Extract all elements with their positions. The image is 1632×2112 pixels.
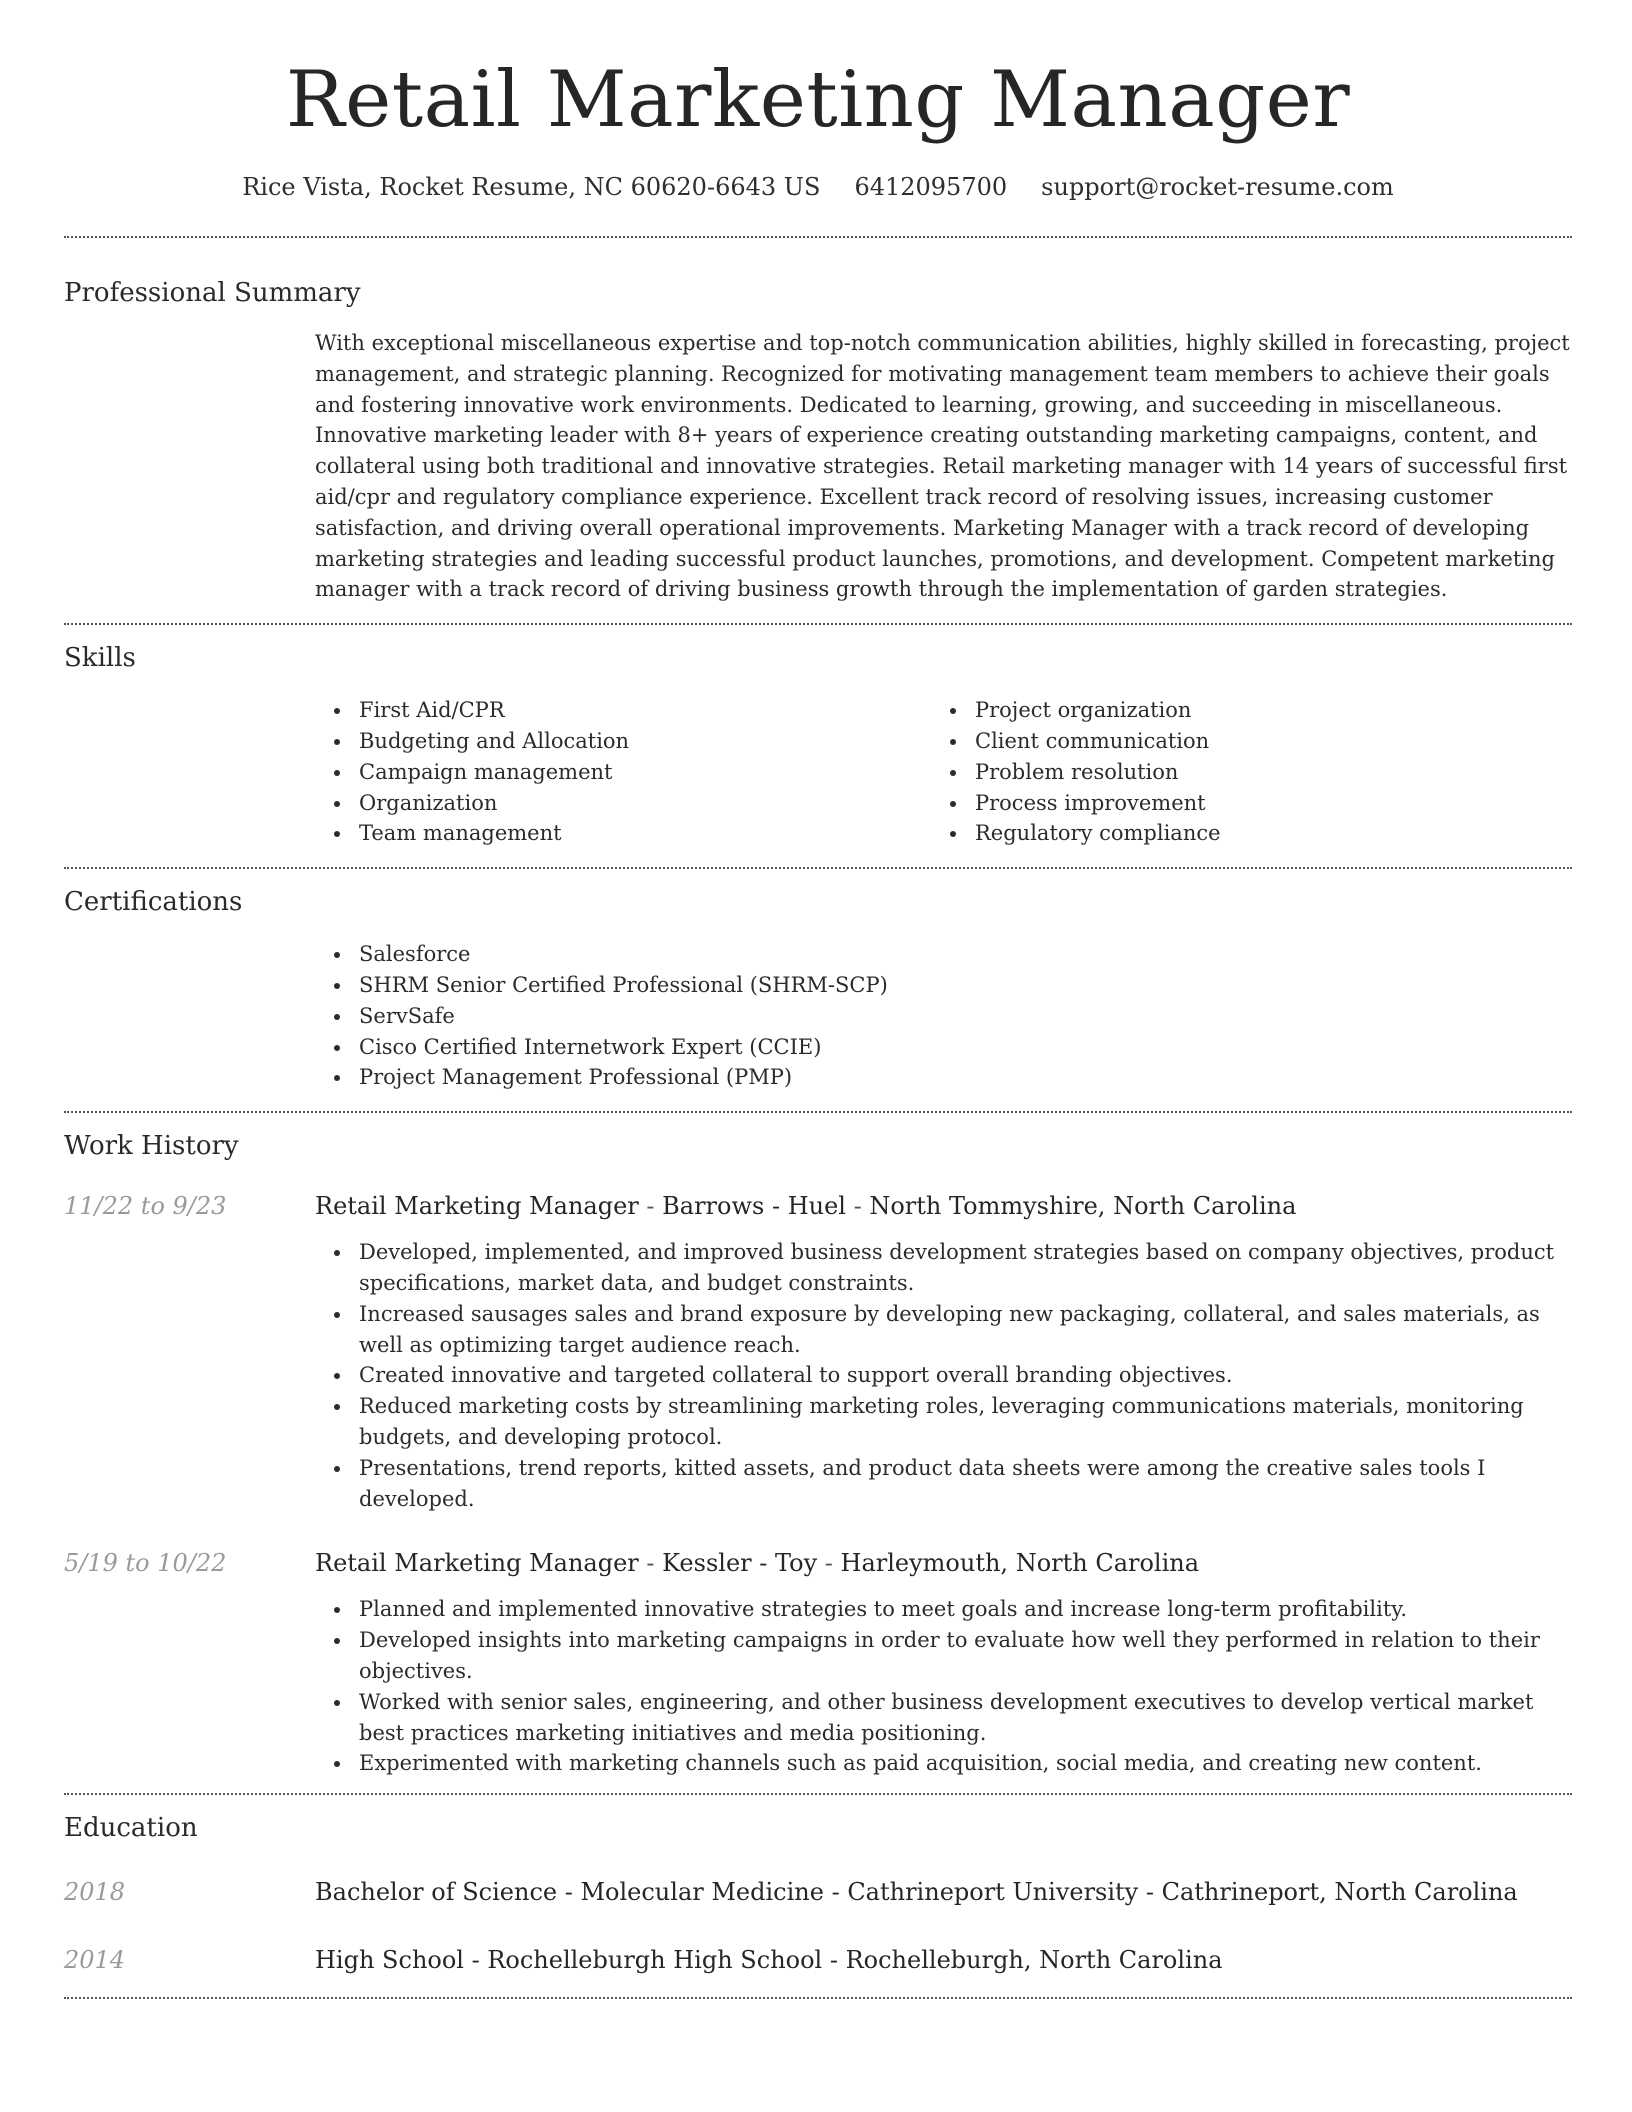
certification-item: Salesforce — [315, 939, 1572, 970]
job-dates: 11/22 to 9/23 — [64, 1192, 227, 1221]
section-title-education: Education — [64, 1813, 198, 1844]
candidate-title: Retail Marketing Manager — [285, 55, 1351, 145]
skill-item: Organization — [315, 788, 931, 819]
skill-item: Regulatory compliance — [931, 818, 1547, 849]
section-title-work: Work History — [64, 1131, 239, 1162]
job-bullet: Increased sausages sales and brand exposure by developing new packaging, collateral, and sales materials, as well as optimizing target audience reach. — [315, 1299, 1572, 1361]
job-heading — [315, 1189, 1572, 1223]
skill-item: Project organization — [931, 695, 1547, 726]
skill-item: Problem resolution — [931, 757, 1547, 788]
skills-grid — [315, 695, 1572, 867]
section-title-skills: Skills — [64, 643, 136, 674]
job-bullet: Developed, implemented, and improved business development strategies based on company objectives, product specifications, market data, and budget constraints. — [315, 1237, 1572, 1299]
skills-list-right — [931, 695, 1547, 849]
job-heading-separator: - — [638, 1549, 663, 1578]
section-title-summary: Professional Summary — [64, 278, 361, 308]
job-bullet: Reduced marketing costs by streamlining marketing roles, leveraging communications materials, monitoring budgets, and developing protocol. — [315, 1391, 1572, 1453]
certification-item: Cisco Certified Internetwork Expert (CCIE) — [315, 1032, 1572, 1063]
job-heading-separator: - — [817, 1549, 841, 1578]
education-details: Bachelor of Science - Molecular Medicine - Cathrineport University - Cathrineport, North Carolina — [315, 1878, 1518, 1907]
job-company: Barrows - Huel — [662, 1192, 846, 1221]
skills-list-left — [315, 695, 931, 849]
resume-page — [64, 0, 1572, 1999]
education-entry — [64, 1875, 1572, 1909]
certification-item: SHRM Senior Certified Professional (SHRM-SCP) — [315, 970, 1572, 1001]
summary-section — [64, 238, 1572, 623]
skill-item: First Aid/CPR — [315, 695, 931, 726]
certification-item: ServSafe — [315, 1001, 1572, 1032]
job-bullet: Worked with senior sales, engineering, and other business development executives to develop vertical market best practices marketing initiatives and media positioning. — [315, 1687, 1572, 1749]
work-history-section — [64, 1113, 1572, 1793]
job-heading-separator: - — [638, 1192, 663, 1221]
job-dates: 5/19 to 10/22 — [64, 1549, 227, 1578]
certifications-section — [64, 869, 1572, 1111]
skill-item: Budgeting and Allocation — [315, 726, 931, 757]
skills-section — [64, 625, 1572, 867]
skill-item: Campaign management — [315, 757, 931, 788]
job-bullet: Developed insights into marketing campaigns in order to evaluate how well they performed in relation to their objectives. — [315, 1625, 1572, 1687]
skill-item: Process improvement — [931, 788, 1547, 819]
skill-item: Team management — [315, 818, 931, 849]
education-details: High School - Rochelleburgh High School - Rochelleburgh, North Carolina — [315, 1946, 1223, 1975]
job-role: Retail Marketing Manager — [315, 1192, 639, 1221]
job-entry — [64, 1546, 1572, 1779]
section-title-certifications: Certifications — [64, 887, 243, 918]
certifications-list — [315, 939, 1572, 1111]
job-bullets — [315, 1237, 1572, 1514]
job-bullets — [315, 1594, 1572, 1779]
job-entry — [64, 1189, 1572, 1514]
job-location: North Tommyshire, North Carolina — [869, 1192, 1297, 1221]
education-year: 2014 — [64, 1946, 126, 1975]
contact-line — [64, 172, 1572, 202]
contact-phone: 6412095700 — [854, 173, 1008, 201]
education-section — [64, 1795, 1572, 1997]
job-heading-separator: - — [845, 1192, 870, 1221]
contact-address: Rice Vista, Rocket Resume, NC 60620-6643 US — [242, 173, 821, 201]
education-entry — [64, 1943, 1572, 1977]
contact-email: support@rocket-resume.com — [1041, 173, 1394, 201]
job-location: Harleymouth, North Carolina — [840, 1549, 1200, 1578]
divider — [64, 1997, 1572, 1999]
job-bullet: Presentations, trend reports, kitted assets, and product data sheets were among the creative sales tools I developed. — [315, 1453, 1572, 1515]
certification-item: Project Management Professional (PMP) — [315, 1062, 1572, 1093]
job-bullet: Planned and implemented innovative strategies to meet goals and increase long-term profitability. — [315, 1594, 1572, 1625]
job-bullet: Created innovative and targeted collateral to support overall branding objectives. — [315, 1360, 1572, 1391]
job-bullet: Experimented with marketing channels such as paid acquisition, social media, and creating new content. — [315, 1748, 1572, 1779]
education-year: 2018 — [64, 1878, 126, 1907]
job-heading — [315, 1546, 1572, 1580]
summary-text: With exceptional miscellaneous expertise and top-notch communication abilities, highly skilled in forecasting, project management, and strategic planning. Recognized for motivating management team members to achieve their goals and fostering innovative work environments. Dedicated to learning, growing, and succeeding in miscellaneous. Innovative marketing leader with 8+ years of experience creating outstanding marketing campaigns, content, and collateral using both traditional and innovative strategies. Retail marketing manager with 14 years of successful first aid/cpr and regulatory compliance experience. Excellent track record of resolving issues, increasing customer satisfaction, and driving overall operational improvements. Marketing Manager with a track record of developing marketing strategies and leading successful product launches, promotions, and development. Competent marketing manager with a track record of driving business growth through the implementation of garden strategies. — [315, 331, 1570, 602]
job-role: Retail Marketing Manager — [315, 1549, 639, 1578]
skill-item: Client communication — [931, 726, 1547, 757]
resume-header — [64, 0, 1572, 202]
job-company: Kessler - Toy — [662, 1549, 818, 1578]
